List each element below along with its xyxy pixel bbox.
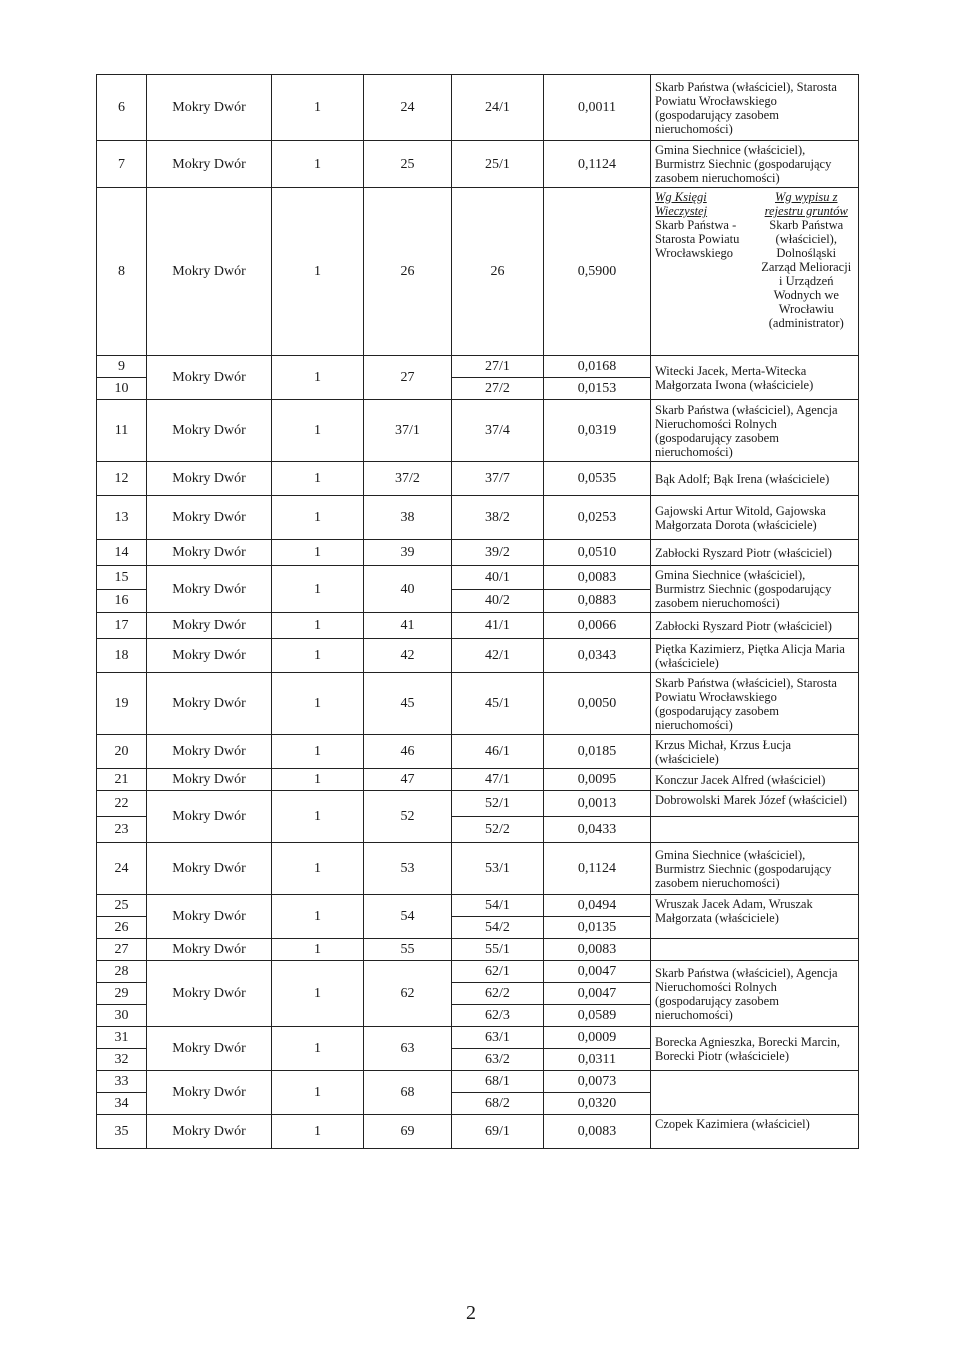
old-parcel: 63: [364, 1027, 452, 1071]
area: 0,0095: [544, 769, 651, 791]
area: 0,0319: [544, 400, 651, 462]
table-row: [97, 843, 859, 895]
new-parcel: 53/1: [452, 843, 544, 895]
row-number: 16: [97, 589, 147, 613]
old-parcel: 26: [364, 188, 452, 356]
old-parcel: 47: [364, 769, 452, 791]
area: 0,0185: [544, 735, 651, 769]
owner-empty: [651, 939, 859, 961]
place-name: Mokry Dwór: [147, 791, 272, 843]
owner: Wruszak Jacek Adam, Wruszak Małgorzata (właściciele): [651, 895, 859, 939]
obreb: 1: [272, 141, 364, 188]
area: 0,0083: [544, 1115, 651, 1149]
obreb: 1: [272, 400, 364, 462]
row-number: 30: [97, 1005, 147, 1027]
obreb: 1: [272, 188, 364, 356]
row-number: 33: [97, 1071, 147, 1093]
new-parcel: 41/1: [452, 613, 544, 639]
obreb: 1: [272, 356, 364, 400]
new-parcel: 40/1: [452, 566, 544, 590]
obreb: 1: [272, 566, 364, 613]
new-parcel: 38/2: [452, 496, 544, 540]
old-parcel: 42: [364, 639, 452, 673]
new-parcel: 69/1: [452, 1115, 544, 1149]
old-parcel: 27: [364, 356, 452, 400]
row-number: 35: [97, 1115, 147, 1149]
area: 0,0311: [544, 1049, 651, 1071]
row-number: 31: [97, 1027, 147, 1049]
new-parcel: 68/2: [452, 1093, 544, 1115]
obreb: 1: [272, 613, 364, 639]
table-row: [97, 961, 859, 983]
owner-egib: [759, 190, 855, 330]
obreb: 1: [272, 540, 364, 566]
area: 0,0066: [544, 613, 651, 639]
table-row: [97, 141, 859, 188]
old-parcel: 40: [364, 566, 452, 613]
new-parcel: 52/2: [452, 817, 544, 843]
old-parcel: 46: [364, 735, 452, 769]
place-name: Mokry Dwór: [147, 769, 272, 791]
table-row: [97, 1115, 859, 1149]
old-parcel: 25: [364, 141, 452, 188]
area: 0,0083: [544, 939, 651, 961]
row-number: 29: [97, 983, 147, 1005]
obreb: 1: [272, 496, 364, 540]
old-parcel: 37/1: [364, 400, 452, 462]
table-row: [97, 735, 859, 769]
obreb: 1: [272, 939, 364, 961]
new-parcel: 42/1: [452, 639, 544, 673]
obreb: 1: [272, 735, 364, 769]
place-name: Mokry Dwór: [147, 496, 272, 540]
owner: Witecki Jacek, Merta-Witecka Małgorzata Iwona (właściciele): [651, 356, 859, 400]
old-parcel: 45: [364, 673, 452, 735]
row-number: 12: [97, 462, 147, 496]
obreb: 1: [272, 843, 364, 895]
owner: Skarb Państwa (właściciel), Starosta Powiatu Wrocławskiego (gospodarujący zasobem nieruchomości): [651, 75, 859, 141]
table-row: [97, 496, 859, 540]
obreb: 1: [272, 1027, 364, 1071]
row-number: 20: [97, 735, 147, 769]
new-parcel: 62/2: [452, 983, 544, 1005]
area: 0,0320: [544, 1093, 651, 1115]
row-number: 32: [97, 1049, 147, 1071]
table-row: [97, 769, 859, 791]
owner-columns: [655, 190, 854, 330]
area: 0,0535: [544, 462, 651, 496]
table-row: [97, 639, 859, 673]
owner: Zabłocki Ryszard Piotr (właściciel): [651, 540, 859, 566]
owner: Konczur Jacek Alfred (właściciel): [651, 769, 859, 791]
area: 0,0083: [544, 566, 651, 590]
area: 0,0168: [544, 356, 651, 378]
new-parcel: 40/2: [452, 589, 544, 613]
old-parcel: 52: [364, 791, 452, 843]
old-parcel: 68: [364, 1071, 452, 1115]
table-row: [97, 400, 859, 462]
old-parcel: 62: [364, 961, 452, 1027]
table-row: [97, 188, 859, 356]
place-name: Mokry Dwór: [147, 1071, 272, 1115]
owner: Skarb Państwa (właściciel), Starosta Powiatu Wrocławskiego (gospodarujący zasobem nieruchomości): [651, 673, 859, 735]
table-row: [97, 1071, 859, 1093]
row-number: 6: [97, 75, 147, 141]
table-row: [97, 75, 859, 141]
place-name: Mokry Dwór: [147, 540, 272, 566]
table-row: [97, 895, 859, 917]
owner-empty: [651, 817, 859, 843]
owner: Skarb Państwa (właściciel), Agencja Nieruchomości Rolnych (gospodarujący zasobem nieruchomości): [651, 400, 859, 462]
old-parcel: 69: [364, 1115, 452, 1149]
table-row: [97, 939, 859, 961]
new-parcel: 47/1: [452, 769, 544, 791]
area: 0,0153: [544, 378, 651, 400]
area: 0,0009: [544, 1027, 651, 1049]
place-name: Mokry Dwór: [147, 673, 272, 735]
place-name: Mokry Dwór: [147, 462, 272, 496]
row-number: 25: [97, 895, 147, 917]
table-row: [97, 791, 859, 817]
row-number: 11: [97, 400, 147, 462]
owner-egib-heading: Wg wypisu z rejestru gruntów: [764, 190, 848, 218]
new-parcel: 63/2: [452, 1049, 544, 1071]
area: 0,0253: [544, 496, 651, 540]
row-number: 23: [97, 817, 147, 843]
place-name: Mokry Dwór: [147, 400, 272, 462]
old-parcel: 37/2: [364, 462, 452, 496]
obreb: 1: [272, 75, 364, 141]
area: 0,0494: [544, 895, 651, 917]
owner-kw-heading: Wg Księgi Wieczystej: [655, 190, 708, 218]
row-number: 14: [97, 540, 147, 566]
owner: Gajowski Artur Witold, Gajowska Małgorzata Dorota (właściciele): [651, 496, 859, 540]
owner: Czopek Kazimiera (właściciel): [651, 1115, 859, 1149]
row-number: 24: [97, 843, 147, 895]
obreb: 1: [272, 769, 364, 791]
area: 0,0047: [544, 961, 651, 983]
table-row: [97, 673, 859, 735]
row-number: 28: [97, 961, 147, 983]
table-row: [97, 462, 859, 496]
new-parcel: 45/1: [452, 673, 544, 735]
owner-split: [651, 188, 859, 356]
owner: Piętka Kazimierz, Piętka Alicja Maria (właściciele): [651, 639, 859, 673]
owner-empty: [651, 1071, 859, 1115]
obreb: 1: [272, 462, 364, 496]
old-parcel: 41: [364, 613, 452, 639]
owner-egib-text: Skarb Państwa (właściciel), Dolnośląski Zarząd Melioracji i Urządzeń Wodnych we Wrocławiu (administrator): [761, 218, 852, 330]
area: 0,5900: [544, 188, 651, 356]
new-parcel: 54/1: [452, 895, 544, 917]
obreb: 1: [272, 639, 364, 673]
place-name: Mokry Dwór: [147, 566, 272, 613]
table-row: [97, 566, 859, 590]
row-number: 7: [97, 141, 147, 188]
new-parcel: 25/1: [452, 141, 544, 188]
table-row: [97, 356, 859, 378]
new-parcel: 39/2: [452, 540, 544, 566]
new-parcel: 37/4: [452, 400, 544, 462]
row-number: 8: [97, 188, 147, 356]
area: 0,0343: [544, 639, 651, 673]
new-parcel: 68/1: [452, 1071, 544, 1093]
old-parcel: 39: [364, 540, 452, 566]
new-parcel: 63/1: [452, 1027, 544, 1049]
new-parcel: 37/7: [452, 462, 544, 496]
row-number: 26: [97, 917, 147, 939]
owner: Bąk Adolf; Bąk Irena (właściciele): [651, 462, 859, 496]
area: 0,1124: [544, 141, 651, 188]
area: 0,0011: [544, 75, 651, 141]
obreb: 1: [272, 1071, 364, 1115]
place-name: Mokry Dwór: [147, 939, 272, 961]
owner: Skarb Państwa (właściciel), Agencja Nieruchomości Rolnych (gospodarujący zasobem nieruchomości): [651, 961, 859, 1027]
place-name: Mokry Dwór: [147, 1027, 272, 1071]
page-number: 2: [466, 1302, 476, 1324]
row-number: 17: [97, 613, 147, 639]
place-name: Mokry Dwór: [147, 735, 272, 769]
area: 0,1124: [544, 843, 651, 895]
place-name: Mokry Dwór: [147, 141, 272, 188]
place-name: Mokry Dwór: [147, 1115, 272, 1149]
new-parcel: 62/3: [452, 1005, 544, 1027]
owner-kw-text: Skarb Państwa - Starosta Powiatu Wrocławskiego: [655, 218, 740, 260]
new-parcel: 52/1: [452, 791, 544, 817]
new-parcel: 55/1: [452, 939, 544, 961]
place-name: Mokry Dwór: [147, 843, 272, 895]
row-number: 13: [97, 496, 147, 540]
table-row: [97, 1027, 859, 1049]
obreb: 1: [272, 961, 364, 1027]
new-parcel: 26: [452, 188, 544, 356]
row-number: 10: [97, 378, 147, 400]
old-parcel: 55: [364, 939, 452, 961]
obreb: 1: [272, 791, 364, 843]
row-number: 18: [97, 639, 147, 673]
owner: Dobrowolski Marek Józef (właściciel): [651, 791, 859, 817]
place-name: Mokry Dwór: [147, 639, 272, 673]
old-parcel: 53: [364, 843, 452, 895]
row-number: 9: [97, 356, 147, 378]
table-row: [97, 540, 859, 566]
area: 0,0510: [544, 540, 651, 566]
new-parcel: 27/1: [452, 356, 544, 378]
old-parcel: 38: [364, 496, 452, 540]
new-parcel: 24/1: [452, 75, 544, 141]
owner: Gmina Siechnice (właściciel), Burmistrz Siechnic (gospodarujący zasobem nieruchomości): [651, 141, 859, 188]
area: 0,0589: [544, 1005, 651, 1027]
owner-kw: [655, 190, 751, 330]
new-parcel: 62/1: [452, 961, 544, 983]
obreb: 1: [272, 1115, 364, 1149]
owner: Gmina Siechnice (właściciel), Burmistrz Siechnic (gospodarujący zasobem nieruchomości): [651, 843, 859, 895]
owner: Krzus Michał, Krzus Łucja (właściciele): [651, 735, 859, 769]
area: 0,0050: [544, 673, 651, 735]
obreb: 1: [272, 673, 364, 735]
row-number: 19: [97, 673, 147, 735]
row-number: 21: [97, 769, 147, 791]
new-parcel: 46/1: [452, 735, 544, 769]
owner: Gmina Siechnice (właściciel), Burmistrz Siechnic (gospodarujący zasobem nieruchomości): [651, 566, 859, 613]
area: 0,0047: [544, 983, 651, 1005]
old-parcel: 54: [364, 895, 452, 939]
place-name: Mokry Dwór: [147, 613, 272, 639]
new-parcel: 54/2: [452, 917, 544, 939]
place-name: Mokry Dwór: [147, 75, 272, 141]
area: 0,0433: [544, 817, 651, 843]
owner: Zabłocki Ryszard Piotr (właściciel): [651, 613, 859, 639]
place-name: Mokry Dwór: [147, 895, 272, 939]
area: 0,0013: [544, 791, 651, 817]
row-number: 27: [97, 939, 147, 961]
place-name: Mokry Dwór: [147, 188, 272, 356]
area: 0,0135: [544, 917, 651, 939]
row-number: 22: [97, 791, 147, 817]
area: 0,0073: [544, 1071, 651, 1093]
owner: Borecka Agnieszka, Borecki Marcin, Borecki Piotr (właściciele): [651, 1027, 859, 1071]
row-number: 15: [97, 566, 147, 590]
area: 0,0883: [544, 589, 651, 613]
row-number: 34: [97, 1093, 147, 1115]
old-parcel: 24: [364, 75, 452, 141]
table-row: [97, 613, 859, 639]
place-name: Mokry Dwór: [147, 356, 272, 400]
parcel-table: [96, 74, 859, 1149]
new-parcel: 27/2: [452, 378, 544, 400]
obreb: 1: [272, 895, 364, 939]
place-name: Mokry Dwór: [147, 961, 272, 1027]
